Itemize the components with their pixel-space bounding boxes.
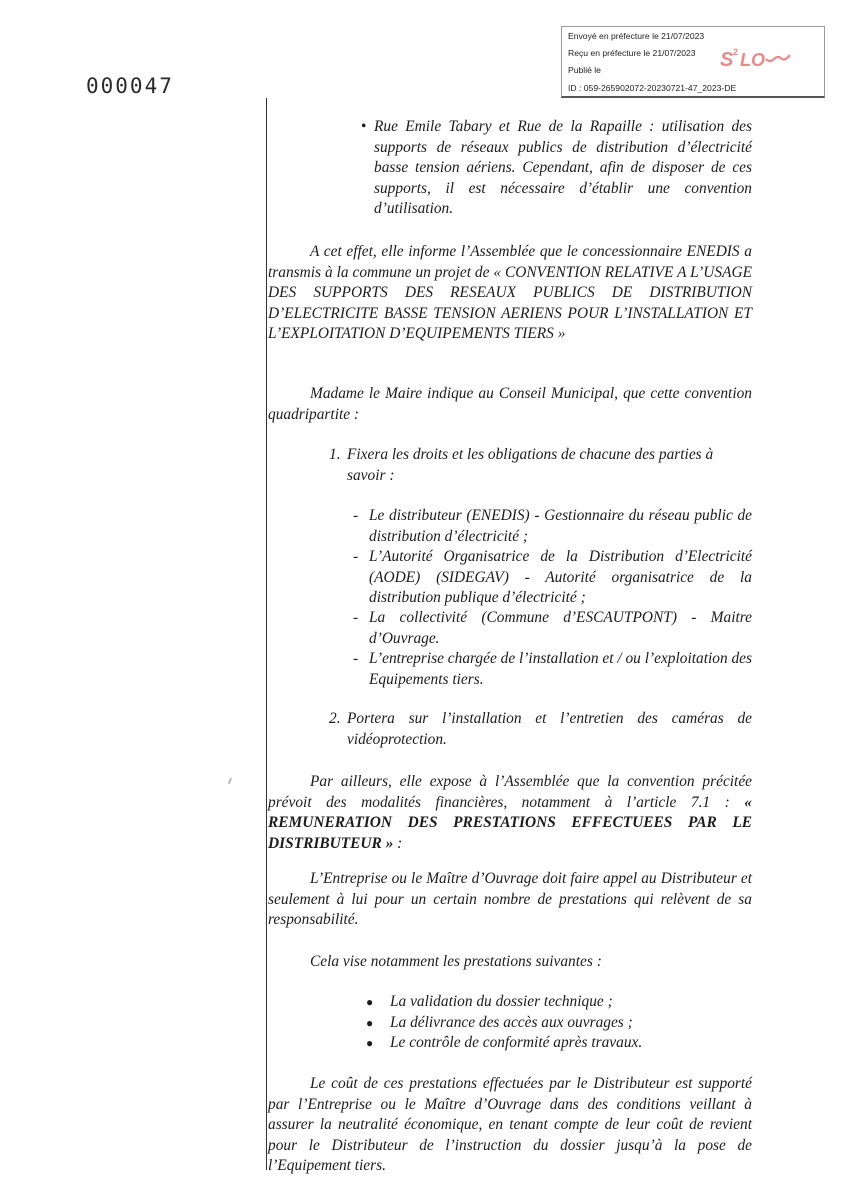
prestation-item: ● La validation du dossier technique ; (366, 992, 752, 1013)
paragraph-convention: A cet effet, elle informe l’Assemblée que le concessionnaire ENEDIS a transmis à la commune un projet de « CONVENTION RELATIVE A L’USAGE DES SUPPORTS DES RESEAUX PUBLICS DE DISTRIBUTION D’ELECTRICITE BASSE TENSION AERIENS POUR L’INSTALLATION ET L’EXPLOITATION D’EQUIPEMENTS TIERS » (268, 243, 752, 342)
paragraph-entreprise: L’Entreprise ou le Maître d’Ouvrage doit faire appel au Distributeur et seulement à lui pour un certain nombre de prestations qui relèvent de sa responsabilité. (268, 870, 752, 928)
dash-item-collectivite: - La collectivité (Commune d’ESCAUTPONT) - Maitre d’Ouvrage. (353, 609, 752, 647)
bullet-icon: • (361, 118, 367, 135)
svg-text:S: S (720, 49, 734, 71)
svg-text:2: 2 (733, 47, 739, 57)
stamp-sent-date: Envoyé en préfecture le 21/07/2023 (568, 31, 705, 41)
dash-item-entreprise: - L’entreprise chargée de l’installation et / ou l’exploitation des Equipements tiers. (353, 650, 752, 688)
scan-speck (228, 778, 232, 784)
slo-logo-icon (716, 43, 794, 73)
bullet-icon: ● (366, 1036, 374, 1050)
numbered-item-2: 2. Portera sur l’installation et l’entretien des caméras de vidéoprotection. (329, 710, 752, 748)
stamp-id: ID : 059-265902072-20230721-47_2023-DE (568, 83, 737, 93)
article-title: « REMUNERATION DES PRESTATIONS EFFECTUEES PAR LE DISTRIBUTEUR » (268, 793, 752, 852)
dash-item-distributor: - Le distributeur (ENEDIS) - Gestionnaire du réseau public de distribution d’électricité ; (353, 507, 752, 545)
numbered-item-1: 1. Fixera les droits et les obligations de chacune des parties à savoir : (329, 446, 714, 484)
document-number: 000047 (86, 74, 174, 98)
stamp-received-date: Reçu en préfecture le 21/07/2023 (568, 48, 696, 58)
stamp-published: Publié le (568, 65, 601, 75)
bullet-icon: ● (366, 995, 374, 1009)
dash-item-aode: - L’Autorité Organisatrice de la Distribution d’Electricité (AODE) (SIDEGAV) - Autorité organisatrice de la distribution publique d’électricité ; (353, 548, 752, 606)
prestations-list (268, 992, 752, 1054)
bullet-icon: ● (366, 1015, 374, 1030)
paragraph-financial: Par ailleurs, elle expose à l’Assemblée que la convention précitée prévoit des modalités financières, notamment à l’article 7.1 : « REMUNERATION DES PRESTATIONS EFFECTUEES PAR LE DISTRIBUTEUR » : (268, 773, 752, 852)
prefecture-stamp (561, 26, 825, 98)
paragraph-cost: Le coût de ces prestations effectuées par le Distributeur est supporté par l’Entreprise ou le Maître d’Ouvrage dans des conditions veillant à assurer la neutralité économique, en tenant compte de leur coût de revient pour le Distributeur de l’instruction du dossier jusqu’à la pose de l’Equipement tiers. (268, 1075, 752, 1174)
svg-text:LO: LO (740, 50, 765, 70)
paragraph-prestations-intro: Cela vise notamment les prestations suivantes : (310, 953, 602, 970)
street-bullet: • Rue Emile Tabary et Rue de la Rapaille : utilisation des supports de réseaux publics de distribution d’électricité basse tension aériens. Cependant, afin de disposer de ces supports, il est nécessaire d’établir une convention d’utilisation. (361, 118, 752, 217)
prestation-item: ● La délivrance des accès aux ouvrages ; (366, 1013, 752, 1034)
paragraph-mayor: Madame le Maire indique au Conseil Municipal, que cette convention quadripartite : (268, 385, 752, 423)
prestation-item: ● Le contrôle de conformité après travaux. (366, 1033, 752, 1054)
